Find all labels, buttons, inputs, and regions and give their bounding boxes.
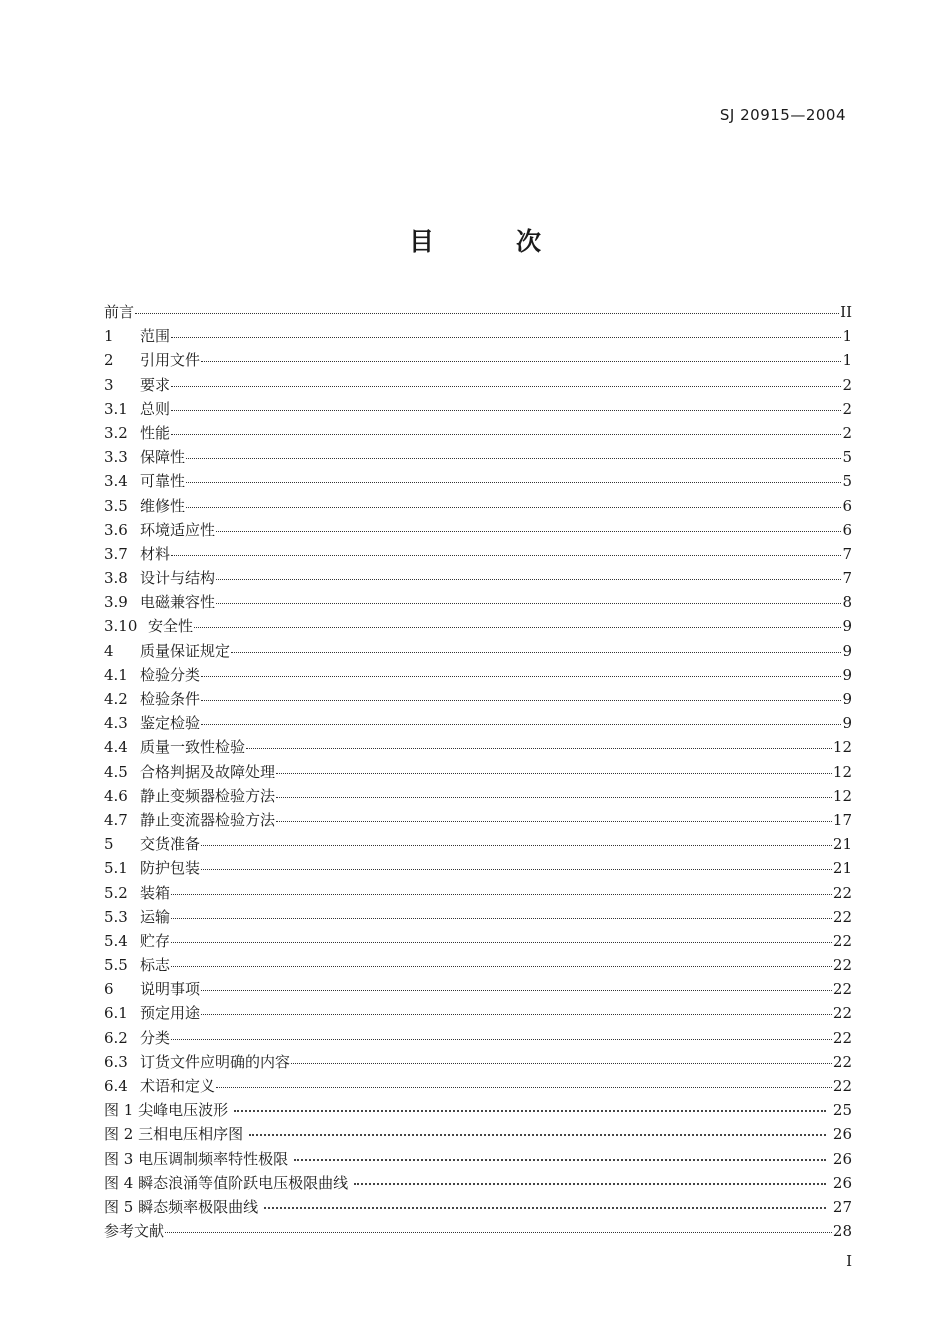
- toc-section-number: 3.9: [104, 593, 128, 612]
- toc-page-number: 9: [842, 641, 852, 660]
- toc-entry[interactable]: [104, 300, 852, 324]
- dot-leader: [249, 1133, 826, 1136]
- toc-figure-entry[interactable]: [104, 1147, 852, 1171]
- dot-leader: [231, 651, 841, 653]
- toc-section-number: 4.7: [104, 810, 128, 829]
- dot-leader: [171, 409, 841, 411]
- toc-page-number: 22: [832, 931, 852, 950]
- toc-entry[interactable]: [104, 711, 852, 735]
- dot-leader: [201, 989, 832, 991]
- toc-page-number: 27: [832, 1197, 852, 1216]
- toc-entry[interactable]: [104, 735, 852, 759]
- toc-page-number: 2: [842, 423, 852, 442]
- toc-section-number: 5.3: [104, 907, 128, 926]
- toc-entry[interactable]: [104, 348, 852, 372]
- toc-page-number: 7: [842, 544, 852, 563]
- page-title: [0, 222, 950, 258]
- toc-page-number: 25: [832, 1101, 852, 1120]
- title-part-1: 目: [408, 227, 434, 256]
- dot-leader: [201, 723, 841, 725]
- dot-leader: [171, 1038, 832, 1040]
- dot-leader: [294, 1158, 826, 1161]
- toc-page-number: 6: [842, 496, 852, 515]
- toc-entry-label: 保障性: [140, 448, 186, 467]
- toc-page-number: 21: [832, 859, 852, 878]
- toc-entry[interactable]: [104, 1219, 852, 1243]
- toc-page-number: 12: [832, 762, 852, 781]
- toc-section-number: 5.1: [104, 859, 128, 878]
- dot-leader: [135, 312, 839, 314]
- dot-leader: [171, 336, 841, 338]
- toc-page-number: 7: [842, 569, 852, 588]
- toc-entry[interactable]: [104, 639, 852, 663]
- toc-entry-label: 环境适应性: [140, 520, 216, 539]
- toc-page-number: 12: [832, 738, 852, 757]
- toc-section-number: 5.2: [104, 883, 128, 902]
- toc-entry[interactable]: [104, 808, 852, 832]
- toc-page-number: 9: [842, 714, 852, 733]
- dot-leader: [201, 360, 841, 362]
- toc-entry-label: 维修性: [140, 496, 186, 515]
- dot-leader: [171, 941, 832, 943]
- toc-section-number: 4.4: [104, 738, 128, 757]
- toc-section-number: 5.5: [104, 956, 128, 975]
- dot-leader: [276, 796, 832, 798]
- toc-entry[interactable]: [104, 469, 852, 493]
- title-part-2: 次: [516, 227, 542, 256]
- toc-entry[interactable]: [104, 856, 852, 880]
- dot-leader: [194, 626, 841, 628]
- toc-entry[interactable]: [104, 397, 852, 421]
- toc-page-number: 22: [832, 907, 852, 926]
- toc-page-number: 8: [842, 593, 852, 612]
- dot-leader: [171, 917, 832, 919]
- toc-section-number: 1: [104, 327, 114, 346]
- toc-page-number: 9: [842, 690, 852, 708]
- toc-entry[interactable]: [104, 373, 852, 397]
- dot-leader: [171, 893, 832, 895]
- toc-section-number: 4.6: [104, 786, 128, 805]
- toc-section-number: 6.3: [104, 1052, 128, 1071]
- dot-leader: [276, 820, 832, 822]
- toc-entry-label: 合格判据及故障处理: [140, 762, 276, 781]
- toc-entry[interactable]: [104, 953, 852, 977]
- toc-page-number: 22: [832, 1028, 852, 1047]
- toc-page-number: 17: [832, 810, 852, 829]
- toc-page-number: 22: [832, 883, 852, 902]
- toc-section-number: 3.1: [104, 399, 128, 418]
- toc-section-number: 2: [104, 351, 114, 370]
- dot-leader: [216, 578, 841, 580]
- toc-section-number: 3.3: [104, 448, 128, 467]
- toc-page-number: 5: [842, 472, 852, 491]
- toc-page-number: 6: [842, 520, 852, 539]
- toc-page-number: 22: [832, 1077, 852, 1095]
- toc-page-number: 26: [832, 1149, 852, 1168]
- toc-page-number: 22: [832, 980, 852, 999]
- toc-entry-label: 图 3 电压调制频率特性极限: [104, 1149, 289, 1168]
- dot-leader: [171, 554, 841, 556]
- toc-entry-label: 静止变频器检验方法: [140, 786, 276, 805]
- toc-entry[interactable]: [104, 929, 852, 953]
- toc-entry-label: 图 2 三相电压相序图: [104, 1125, 244, 1144]
- dot-leader: [216, 1086, 832, 1088]
- toc-entry-label: 运输: [140, 907, 171, 926]
- toc-entry-label: 标志: [140, 956, 171, 975]
- toc-section-number: 6.2: [104, 1028, 128, 1047]
- toc-entry-label: 质量保证规定: [140, 641, 231, 660]
- toc-entry-label: 说明事项: [140, 980, 201, 999]
- toc-entry-label: 质量一致性检验: [140, 738, 246, 757]
- toc-entry[interactable]: [104, 1026, 852, 1050]
- toc-section-number: 4.3: [104, 714, 128, 733]
- toc-entry[interactable]: [104, 494, 852, 518]
- toc-page-number: 22: [832, 1052, 852, 1071]
- toc-page-number: 2: [842, 375, 852, 394]
- toc-entry-label: 图 1 尖峰电压波形: [104, 1101, 229, 1120]
- toc-entry[interactable]: [104, 784, 852, 808]
- table-of-contents: [104, 300, 852, 1243]
- toc-entry-label: 交货准备: [140, 835, 201, 854]
- toc-section-number: 5.4: [104, 931, 128, 950]
- toc-entry-label: 术语和定义: [140, 1077, 216, 1095]
- dot-leader: [171, 433, 841, 435]
- dot-leader: [291, 1062, 832, 1064]
- toc-figure-entry[interactable]: [104, 1195, 852, 1219]
- toc-page-number: 22: [832, 1004, 852, 1023]
- toc-entry-label: 引用文件: [140, 351, 201, 370]
- document-code: SJ 20915—2004: [719, 106, 846, 124]
- toc-entry-label: 分类: [140, 1028, 171, 1047]
- toc-entry-label: 检验分类: [140, 665, 201, 684]
- toc-entry[interactable]: [104, 590, 852, 614]
- toc-entry-label: 装箱: [140, 883, 171, 902]
- toc-page-number: 28: [832, 1222, 852, 1241]
- toc-section-number: 4.2: [104, 690, 128, 708]
- toc-section-number: 3.4: [104, 472, 128, 491]
- toc-section-number: 4.5: [104, 762, 128, 781]
- toc-page-number: 9: [842, 617, 852, 636]
- dot-leader: [171, 965, 832, 967]
- dot-leader: [186, 506, 841, 508]
- toc-section-number: 6.1: [104, 1004, 128, 1023]
- toc-entry-label: 预定用途: [140, 1004, 201, 1023]
- toc-entry[interactable]: [104, 421, 852, 445]
- toc-section-number: 4.1: [104, 665, 128, 684]
- toc-page-number: 9: [842, 665, 852, 684]
- page-number: I: [846, 1252, 852, 1270]
- dot-leader: [201, 1013, 832, 1015]
- toc-entry[interactable]: [104, 881, 852, 905]
- toc-entry-label: 电磁兼容性: [140, 593, 216, 612]
- dot-leader: [186, 457, 841, 459]
- toc-section-number: 6.4: [104, 1077, 128, 1095]
- toc-entry-label: 贮存: [140, 931, 171, 950]
- toc-page-number: 26: [832, 1125, 852, 1144]
- toc-page-number: II: [840, 303, 852, 321]
- toc-section-number: 3.7: [104, 544, 128, 563]
- dot-leader: [171, 385, 841, 387]
- dot-leader: [264, 1206, 826, 1209]
- toc-entry[interactable]: [104, 566, 852, 590]
- toc-entry-label: 静止变流器检验方法: [140, 810, 276, 829]
- toc-section-number: 3.2: [104, 423, 128, 442]
- toc-entry[interactable]: [104, 687, 852, 711]
- toc-entry-label: 图 4 瞬态浪涌等值阶跃电压极限曲线: [104, 1173, 349, 1192]
- toc-entry[interactable]: [104, 760, 852, 784]
- dot-leader: [201, 699, 841, 701]
- toc-entry[interactable]: [104, 542, 852, 566]
- toc-entry[interactable]: [104, 1050, 852, 1074]
- toc-entry[interactable]: [104, 614, 852, 638]
- dot-leader: [246, 747, 832, 749]
- dot-leader: [201, 868, 832, 870]
- dot-leader: [216, 530, 841, 532]
- toc-entry-label: 总则: [140, 399, 171, 418]
- toc-section-number: 6: [104, 980, 114, 999]
- toc-entry[interactable]: [104, 445, 852, 469]
- toc-figure-entry[interactable]: [104, 1122, 852, 1146]
- toc-page-number: 12: [832, 786, 852, 805]
- dot-leader: [234, 1109, 826, 1112]
- toc-figure-entry[interactable]: [104, 1098, 852, 1122]
- toc-section-number: 3: [104, 375, 114, 394]
- toc-entry-label: 前言: [104, 303, 135, 321]
- toc-entry-label: 可靠性: [140, 472, 186, 491]
- toc-page-number: 2: [842, 399, 852, 418]
- toc-entry-label: 订货文件应明确的内容: [140, 1052, 291, 1071]
- toc-section-number: 3.10: [104, 617, 138, 636]
- toc-entry[interactable]: [104, 1074, 852, 1098]
- dot-leader: [354, 1182, 826, 1185]
- toc-page-number: 22: [832, 956, 852, 975]
- toc-entry[interactable]: [104, 977, 852, 1001]
- dot-leader: [276, 772, 832, 774]
- toc-entry[interactable]: [104, 1001, 852, 1025]
- toc-entry-label: 参考文献: [104, 1222, 165, 1241]
- toc-entry-label: 鉴定检验: [140, 714, 201, 733]
- dot-leader: [201, 844, 832, 846]
- toc-entry-label: 材料: [140, 544, 171, 563]
- toc-entry[interactable]: [104, 518, 852, 542]
- toc-entry[interactable]: [104, 905, 852, 929]
- toc-entry-label: 防护包装: [140, 859, 201, 878]
- dot-leader: [186, 481, 841, 483]
- toc-section-number: 3.6: [104, 520, 128, 539]
- toc-section-number: 3.5: [104, 496, 128, 515]
- toc-section-number: 3.8: [104, 569, 128, 588]
- toc-page-number: 1: [842, 327, 852, 346]
- toc-page-number: 1: [842, 351, 852, 370]
- toc-entry-label: 性能: [140, 423, 171, 442]
- toc-entry-label: 设计与结构: [140, 569, 216, 588]
- dot-leader: [165, 1231, 832, 1233]
- toc-page-number: 21: [832, 835, 852, 854]
- toc-entry-label: 检验条件: [140, 690, 201, 708]
- dot-leader: [201, 675, 841, 677]
- toc-entry[interactable]: [104, 832, 852, 856]
- dot-leader: [216, 602, 841, 604]
- toc-entry-label: 范围: [140, 327, 171, 346]
- toc-entry-label: 要求: [140, 375, 171, 394]
- toc-entry-label: 图 5 瞬态频率极限曲线: [104, 1197, 259, 1216]
- toc-entry[interactable]: [104, 663, 852, 687]
- toc-page-number: 5: [842, 448, 852, 467]
- toc-section-number: 4: [104, 641, 114, 660]
- toc-section-number: 5: [104, 835, 114, 854]
- toc-entry-label: 安全性: [148, 617, 194, 636]
- toc-page-number: 26: [832, 1173, 852, 1192]
- toc-figure-entry[interactable]: [104, 1171, 852, 1195]
- toc-entry[interactable]: [104, 324, 852, 348]
